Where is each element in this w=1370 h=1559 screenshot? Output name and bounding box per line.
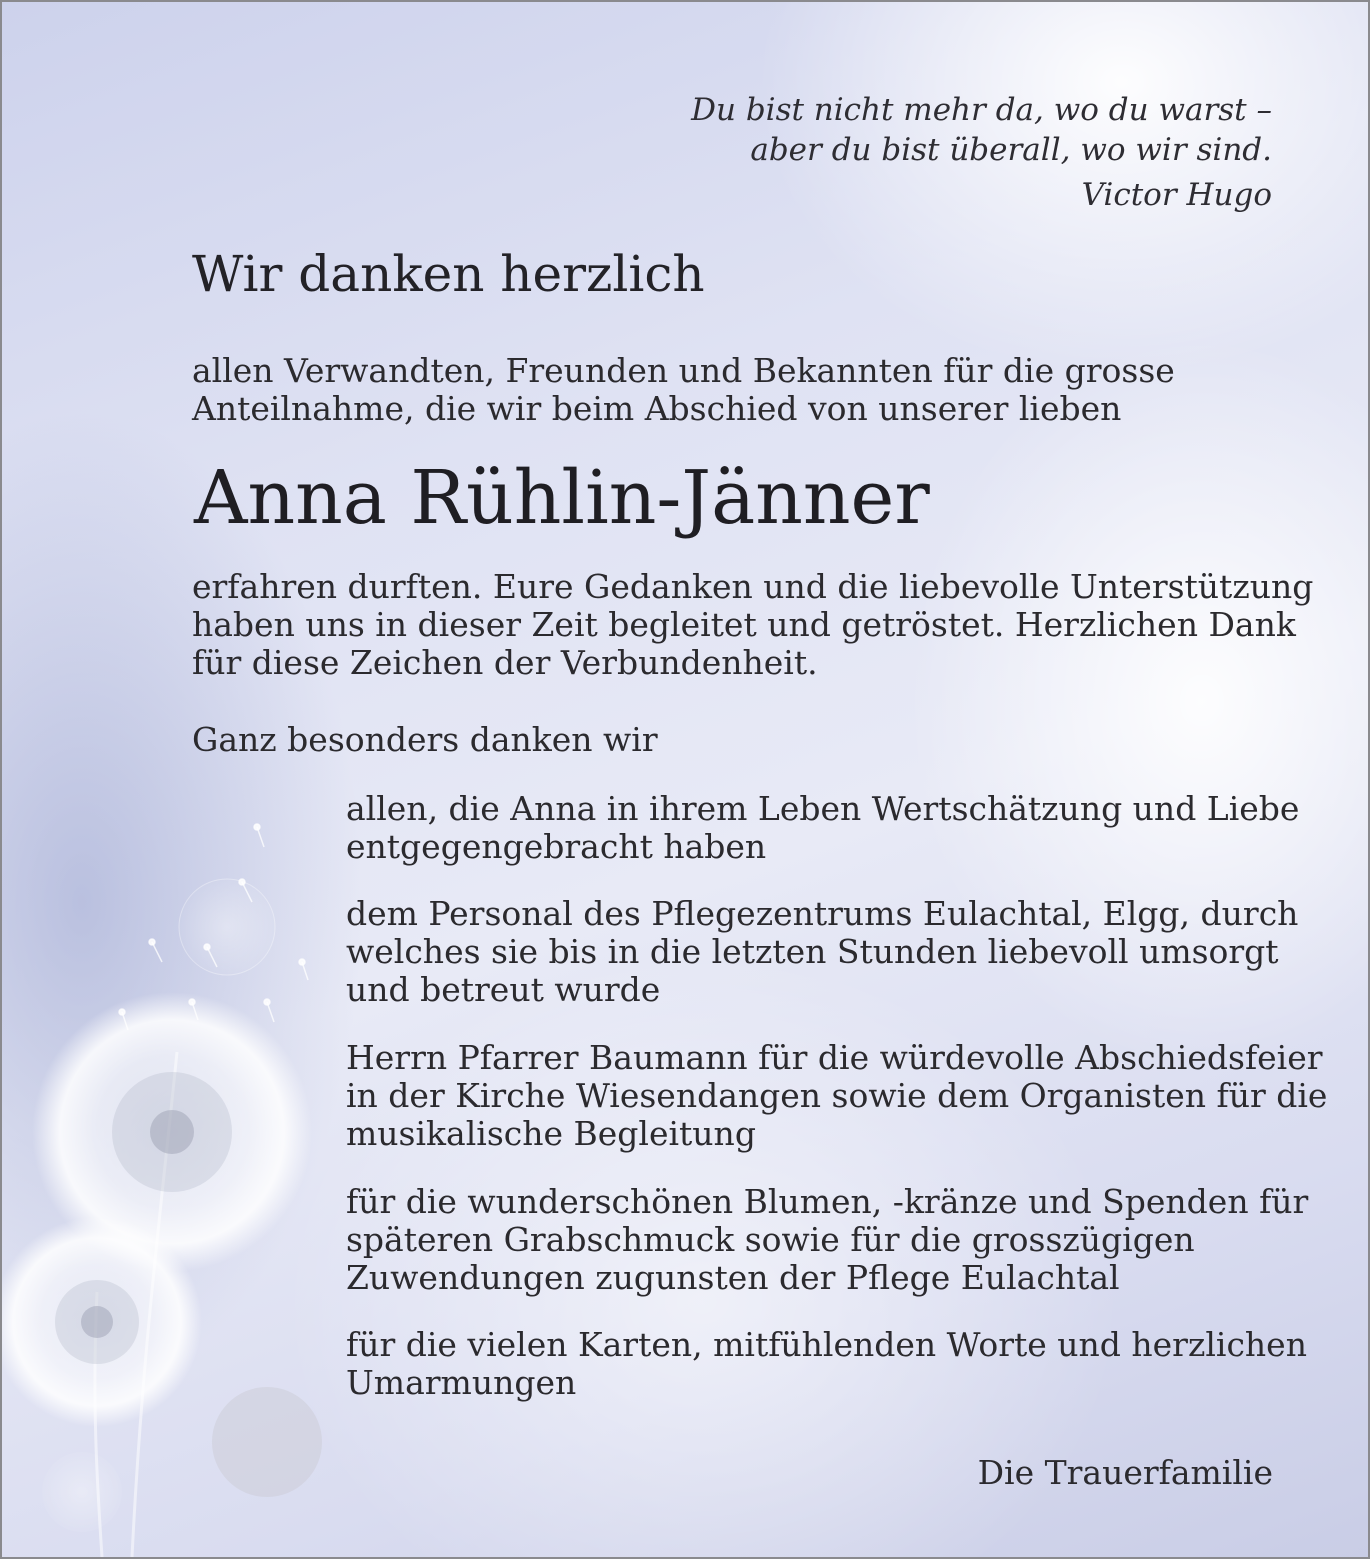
thanks-item-line: in der Kirche Wiesendangen sowie dem Organisten für die <box>346 1076 1328 1115</box>
thanks-item-line: entgegengebracht haben <box>346 827 767 866</box>
paragraph-line: erfahren durften. Eure Gedanken und die liebevolle Unterstützung <box>192 567 1314 606</box>
thanks-item-line: welches sie bis in die letzten Stunden liebevoll umsorgt <box>346 932 1279 971</box>
thanks-item-line: musikalische Begleitung <box>346 1114 756 1153</box>
special-thanks-intro: Ganz besonders danken wir <box>192 720 658 759</box>
quote-line: Du bist nicht mehr da, wo du warst – <box>691 92 1272 128</box>
thanks-item-line: allen, die Anna in ihrem Leben Wertschätzung und Liebe <box>346 789 1300 828</box>
thanks-item-line: Zuwendungen zugunsten der Pflege Eulachtal <box>346 1258 1120 1297</box>
quote <box>691 90 1272 215</box>
quote-line: aber du bist überall, wo wir sind. <box>750 132 1272 168</box>
quote-author: Victor Hugo <box>1081 177 1272 213</box>
paragraph-line: allen Verwandten, Freunden und Bekannten für die grosse <box>192 351 1175 390</box>
page-title: Wir danken herzlich <box>192 245 705 303</box>
paragraph-line: Anteilnahme, die wir beim Abschied von unserer lieben <box>192 389 1122 428</box>
dandelion-head-large <box>32 992 312 1272</box>
deceased-name: Anna Rühlin-Jänner <box>194 455 930 541</box>
thanks-item-line: und betreut wurde <box>346 970 661 1009</box>
thanks-item-line: für die wunderschönen Blumen, -kränze und Spenden für <box>346 1182 1309 1221</box>
thanks-item <box>346 790 1299 866</box>
thanks-item <box>346 1326 1307 1402</box>
thanks-item-line: dem Personal des Pflegezentrums Eulachtal, Elgg, durch <box>346 894 1299 933</box>
bokeh-circle <box>212 1387 322 1497</box>
thanks-item-line: für die vielen Karten, mitfühlenden Worte und herzlichen <box>346 1325 1307 1364</box>
bokeh-circle <box>179 879 275 975</box>
thanks-item-line: Umarmungen <box>346 1363 577 1402</box>
thanks-item-line: Herrn Pfarrer Baumann für die würdevolle Abschiedsfeier <box>346 1038 1323 1077</box>
thanks-item-line: späteren Grabschmuck sowie für die grosszügigen <box>346 1220 1195 1259</box>
signature: Die Trauerfamilie <box>977 1453 1273 1492</box>
dandelion-head-small <box>2 1217 202 1427</box>
dandelion-illustration <box>2 2 1368 1557</box>
thanks-item <box>346 895 1298 1009</box>
thanks-item <box>346 1183 1308 1297</box>
intro-paragraph <box>192 352 1175 428</box>
bokeh-circle <box>42 1452 122 1532</box>
thanks-item <box>346 1039 1327 1153</box>
body-paragraph <box>192 568 1313 682</box>
paragraph-line: haben uns in dieser Zeit begleitet und getröstet. Herzlichen Dank <box>192 605 1296 644</box>
paragraph-line: für diese Zeichen der Verbundenheit. <box>192 643 818 682</box>
